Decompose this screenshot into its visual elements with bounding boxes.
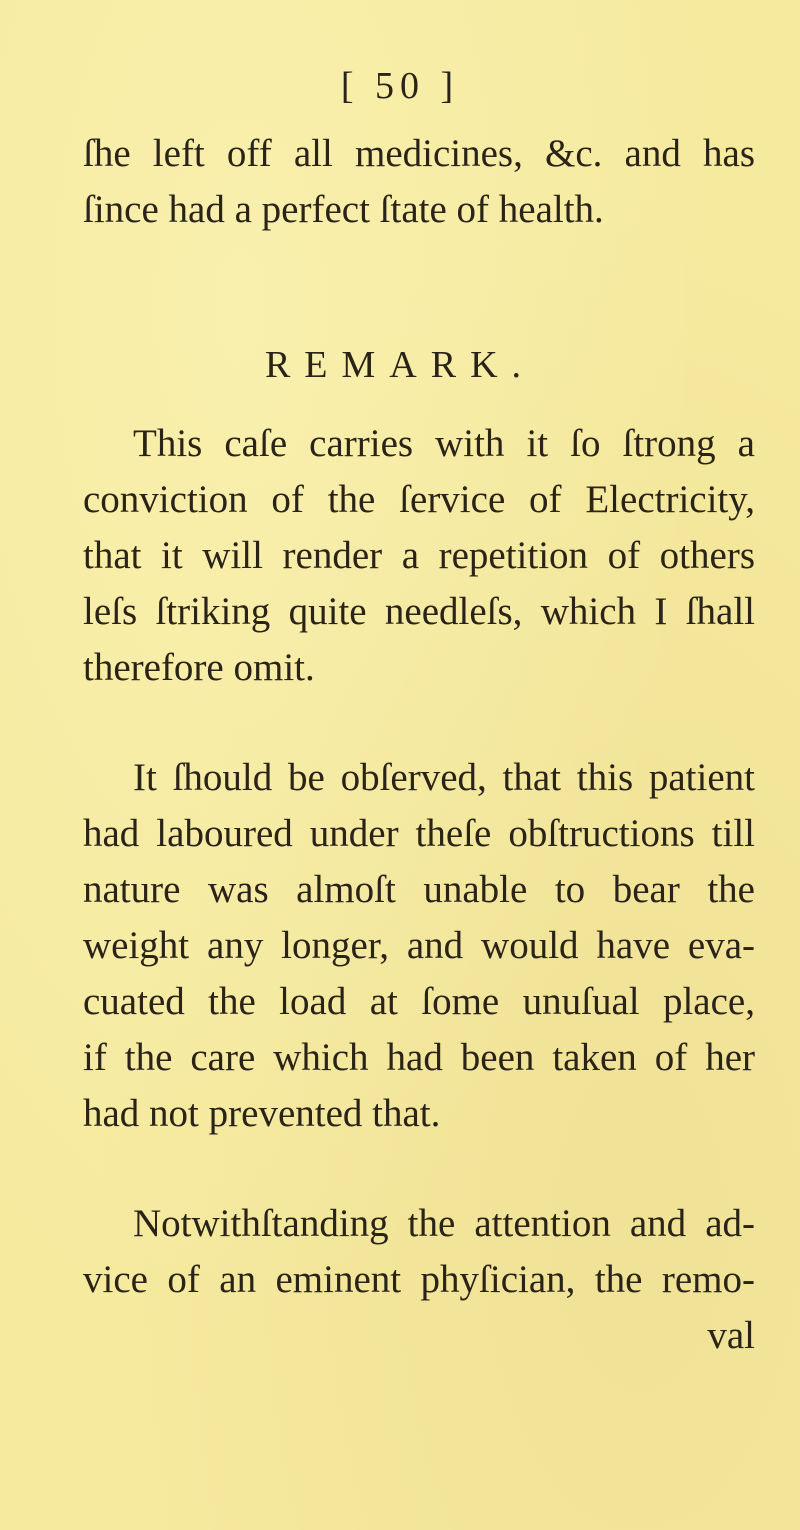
text-line: leſs ſtriking quite needleſs, which I ſhall — [83, 590, 755, 633]
text-line: conviction of the ſervice of Electricity, — [83, 478, 755, 521]
text-line: Notwithſtanding the attention and ad- — [133, 1202, 755, 1245]
text-line: had not prevented that. — [83, 1092, 441, 1135]
text-line: It ſhould be obſerved, that this patient — [133, 756, 755, 799]
text-line: that it will render a repetition of others — [83, 534, 755, 577]
text-line: weight any longer, and would have eva- — [83, 924, 755, 967]
text-line: therefore omit. — [83, 646, 315, 689]
text-line: This caſe carries with it ſo ſtrong a — [133, 422, 755, 465]
text-line: had laboured under theſe obſtructions till — [83, 812, 755, 855]
text-line: vice of an eminent phyſician, the remo- — [83, 1258, 755, 1301]
page-number: [ 50 ] — [340, 65, 460, 107]
text-line: if the care which had been taken of her — [83, 1036, 755, 1079]
section-heading: REMARK. — [264, 344, 536, 386]
text-line: ſince had a perfect ſtate of health. — [83, 188, 604, 231]
catchword: val — [707, 1314, 755, 1357]
text-line: nature was almoſt unable to bear the — [83, 868, 755, 911]
text-line: cuated the load at ſome unuſual place, — [83, 980, 755, 1023]
text-line: ſhe left off all medicines, &c. and has — [83, 132, 755, 175]
